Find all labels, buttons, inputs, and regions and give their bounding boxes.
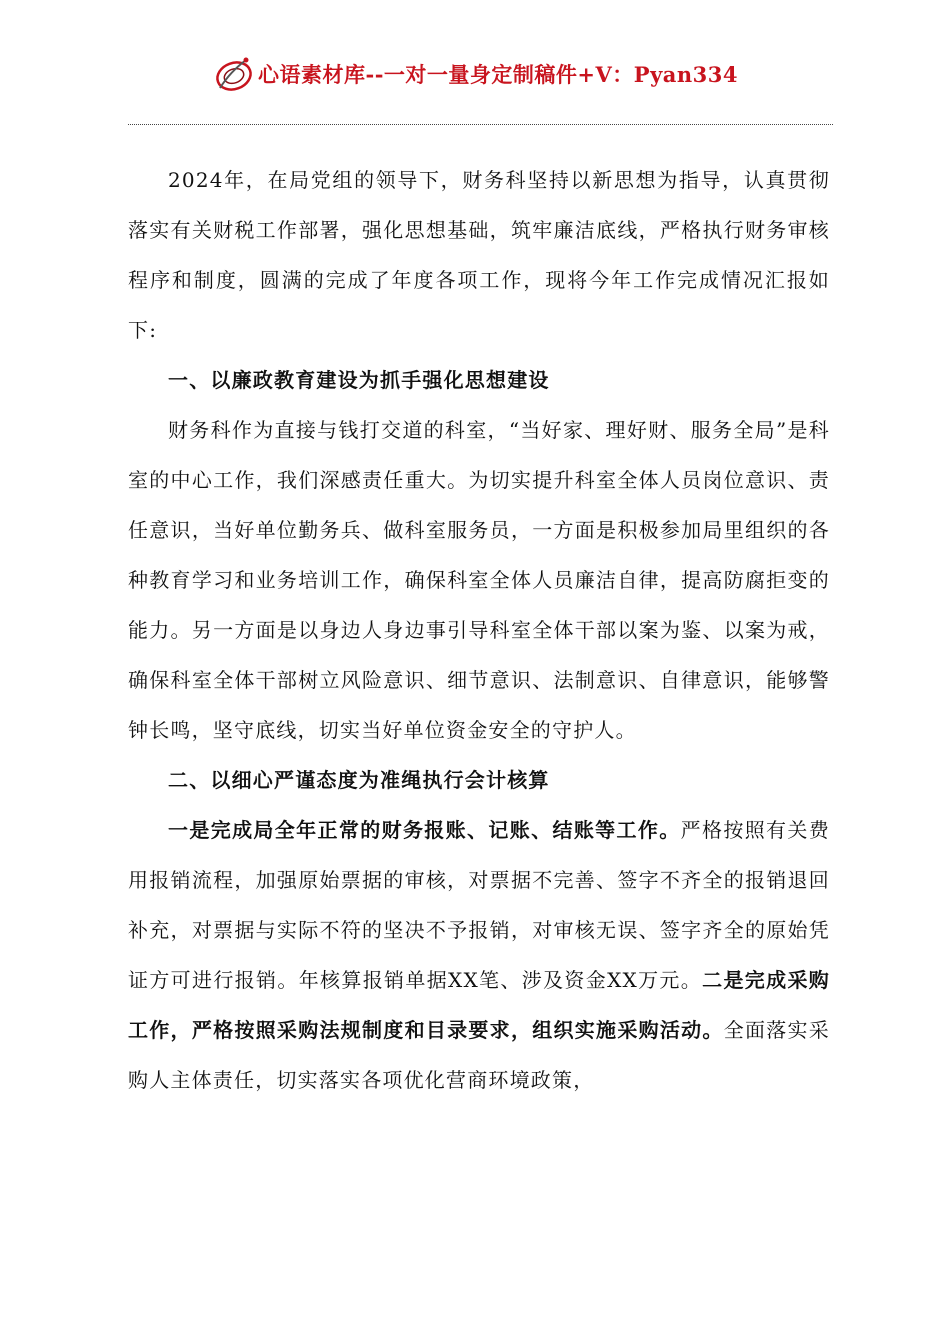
header-divider xyxy=(128,124,833,125)
section-2-paragraph xyxy=(128,805,830,1105)
document-body xyxy=(128,155,830,1105)
point-two-text: 全面落实采购人主体责任，切实落实各项优化营商环境政策， xyxy=(128,1018,831,1092)
section-heading-2: 二、以细心严谨态度为准绳执行会计核算 xyxy=(168,768,550,792)
logo-icon xyxy=(212,52,256,96)
point-one-text: 严格按照有关费用报销流程，加强原始票据的审核，对票据不完善、签字不齐全的报销退回补充，对票据与实际不符的坚决不予报销，对审核无误、签字齐全的原始凭证方可进行报销。年核算报销单据XX笔、涉及资金XX万元。 xyxy=(128,818,830,992)
point-two-lead: 二是完成采购工作，严格按照采购法规制度和目录要求，组织实施采购活动。 xyxy=(128,968,830,1042)
page-header xyxy=(0,52,950,112)
section-1-paragraph: 财务科作为直接与钱打交道的科室，“当好家、理好财、服务全局”是科室的中心工作，我们深感责任重大。为切实提升科室全体人员岗位意识、责任意识，当好单位勤务兵、做科室服务员，一方面是积极参加局里组织的各种教育学习和业务培训工作，确保科室全体人员廉洁自律，提高防腐拒变的能力。另一方面是以身边人身边事引导科室全体干部以案为鉴、以案为戒，确保科室全体干部树立风险意识、细节意识、法制意识、自律意识，能够警钟长鸣，坚守底线，切实当好单位资金安全的守护人。 xyxy=(128,418,830,742)
header-inner xyxy=(212,52,738,96)
section-heading-1: 一、以廉政教育建设为抓手强化思想建设 xyxy=(168,368,550,392)
header-text: 心语素材库--一对一量身定制稿件+V：Pyan334 xyxy=(257,62,739,87)
intro-paragraph: 2024年，在局党组的领导下，财务科坚持以新思想为指导，认真贯彻落实有关财税工作部署，强化思想基础，筑牢廉洁底线，严格执行财务审核程序和制度，圆满的完成了年度各项工作，现将今年工作完成情况汇报如下: xyxy=(128,168,830,342)
point-one-lead: 一是完成局全年正常的财务报账、记账、结账等工作。 xyxy=(168,818,681,842)
